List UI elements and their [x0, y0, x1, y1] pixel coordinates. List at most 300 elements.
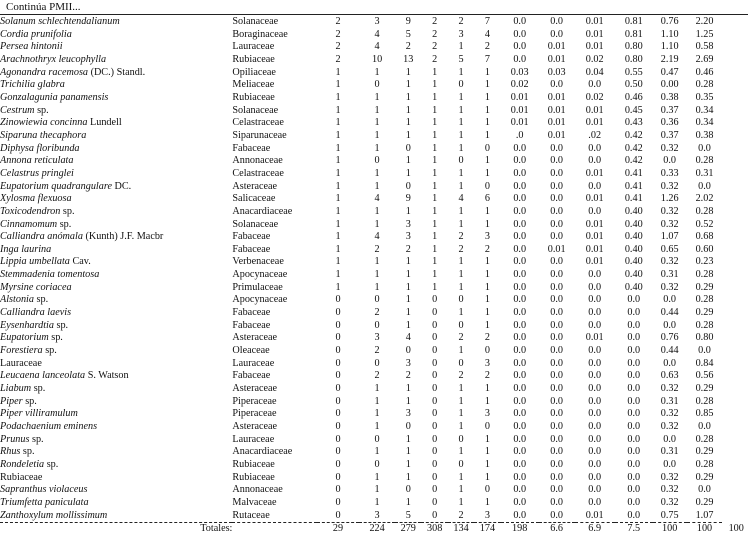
value-cell: 2	[432, 16, 438, 27]
value-cell: 3	[458, 28, 464, 40]
table-row	[0, 219, 750, 232]
value-cell: 1	[458, 496, 464, 508]
value-cell: 1	[432, 281, 438, 293]
totals-value: 198	[512, 523, 528, 535]
value-cell: 1	[484, 471, 491, 483]
species-cell	[0, 92, 232, 105]
species-name: Podachaenium eminens	[0, 421, 98, 432]
value-cell: 2	[374, 345, 380, 357]
table-row	[0, 484, 750, 497]
value-cell: 1	[432, 231, 438, 243]
value-cell: 0.50	[624, 79, 643, 91]
value-cell: 0	[432, 484, 438, 496]
totals-value: 279	[400, 523, 416, 535]
value-cell: 0.0	[513, 180, 527, 192]
value-cell: 1	[458, 91, 464, 103]
family-cell: Oleaceae	[232, 345, 270, 357]
species-author: sp.	[31, 433, 44, 445]
value-cell: 1	[335, 218, 341, 230]
value-cell: 0.0	[588, 395, 602, 407]
value-cell: 0.0	[627, 307, 641, 319]
species-cell	[0, 105, 232, 118]
species-name: Lippia umbellata	[0, 256, 70, 268]
species-name: Gonzalagunia panamensis	[0, 91, 109, 103]
value-cell: 0	[335, 345, 341, 357]
value-cell: 0.0	[550, 180, 563, 192]
value-cell: 1	[374, 395, 380, 407]
species-name: Triumfetta paniculata	[0, 496, 89, 508]
value-cell: 1	[458, 421, 464, 432]
totals-value: 29	[332, 523, 344, 535]
value-cell: 1	[405, 66, 411, 78]
value-cell: 0	[374, 319, 380, 331]
species-name: Zanthoxylum mollissimum	[0, 509, 108, 521]
species-author: sp.	[45, 345, 57, 357]
value-cell: 0.0	[550, 458, 563, 470]
value-cell: 0.0	[513, 28, 527, 40]
value-cell: 1	[374, 218, 380, 230]
value-cell: 1	[405, 307, 411, 319]
value-cell: 0.0	[513, 205, 527, 217]
family-cell: Anacardiaceae	[232, 446, 293, 458]
value-cell: 0.01	[585, 218, 604, 230]
value-cell: 0.85	[695, 408, 714, 420]
value-cell: 0.0	[550, 218, 563, 230]
value-cell: 1	[405, 269, 411, 281]
table-row	[0, 54, 750, 67]
table-row	[0, 282, 750, 295]
species-author: sp.	[37, 104, 49, 116]
value-cell: 0	[421, 510, 447, 523]
value-cell: 0.75	[653, 510, 687, 523]
totals-value: 100	[662, 523, 678, 535]
value-cell: 1	[484, 155, 491, 167]
value-cell: 1	[458, 383, 464, 395]
value-cell: 0.32	[660, 281, 679, 293]
value-cell: 1	[432, 91, 438, 103]
value-cell: 0.32	[660, 496, 679, 508]
value-cell: 0.29	[695, 496, 714, 508]
value-cell: 0.0	[550, 79, 563, 91]
species-author: sp.	[62, 205, 75, 217]
value-cell: .0	[515, 129, 524, 141]
value-cell: 1	[484, 294, 491, 306]
value-cell: 1	[458, 41, 464, 53]
species-cell	[0, 16, 232, 29]
value-cell: 0.0	[513, 193, 527, 205]
species-cell	[0, 41, 232, 54]
species-name: Eupatorium	[0, 332, 49, 344]
species-name: Calliandra anómala	[0, 231, 83, 243]
value-cell: 0.40	[624, 281, 643, 293]
species-author: sp.	[46, 458, 59, 470]
value-cell: 2.69	[695, 53, 714, 65]
table-row	[0, 206, 750, 219]
value-cell: 0	[484, 180, 491, 192]
family-cell: Asteraceae	[232, 421, 278, 432]
totals-value: 308	[427, 523, 443, 535]
value-cell: 0.0	[588, 345, 602, 357]
value-cell: 0	[405, 142, 411, 154]
value-cell: 0.0	[550, 446, 563, 458]
species-author: sp.	[33, 383, 46, 395]
species-name: Persea hintonii	[0, 41, 63, 53]
value-cell: 2.02	[695, 193, 714, 205]
value-cell: 1	[374, 408, 380, 420]
value-cell: 0.34	[695, 117, 714, 129]
value-cell: 0.0	[513, 231, 527, 243]
value-cell: 1	[458, 66, 464, 78]
value-cell: 0	[484, 345, 491, 357]
value-cell: 0.23	[695, 256, 714, 268]
family-cell: Piperaceae	[232, 408, 277, 420]
value-cell: 1	[405, 91, 411, 103]
value-cell: 4	[374, 231, 380, 243]
family-cell: Boraginaceae	[232, 28, 288, 40]
value-cell: 0	[374, 357, 380, 369]
value-cell: 0.46	[695, 66, 714, 78]
value-cell: 1	[335, 243, 341, 255]
value-cell: 0	[335, 395, 341, 407]
value-cell: 1.26	[660, 193, 679, 205]
value-cell: 0	[432, 319, 438, 331]
family-cell: Fabaceae	[232, 231, 271, 243]
value-cell: 1	[458, 129, 464, 141]
value-cell: 0.0	[550, 167, 563, 179]
value-cell: 1	[458, 180, 464, 192]
value-cell: 2	[458, 243, 464, 255]
value-cell: 0	[405, 484, 411, 496]
value-cell: 0.35	[695, 91, 714, 103]
value-cell: 0.01	[585, 117, 604, 129]
species-name: Leucaena lanceolata	[0, 370, 86, 382]
value-cell: 3	[374, 332, 380, 344]
value-cell: 0.40	[624, 256, 643, 268]
species-author: Cav.	[72, 256, 91, 268]
value-cell: 7	[484, 16, 491, 27]
value-cell: 1	[432, 155, 438, 167]
value-cell: 1	[335, 205, 341, 217]
species-name: Cordia prunifolia	[0, 28, 72, 40]
value-cell: 0.0	[550, 256, 563, 268]
value-cell: 0.0	[663, 319, 677, 331]
family-cell: Solanaceae	[232, 104, 279, 116]
value-cell: 0.46	[624, 91, 643, 103]
value-cell: 0.32	[660, 205, 679, 217]
totals-value: 134	[453, 523, 469, 535]
value-cell: 1	[458, 345, 464, 357]
value-cell: 0.0	[588, 319, 602, 331]
value-cell: 1	[484, 205, 491, 217]
value-cell: 0.63	[660, 370, 679, 382]
value-cell: 0.0	[550, 281, 563, 293]
value-cell: 0.0	[550, 370, 563, 382]
species-name: Sapranthus violaceus	[0, 484, 88, 496]
species-table	[0, 16, 750, 535]
value-cell: 0.0	[513, 332, 527, 344]
value-cell: 0.03	[510, 66, 529, 78]
value-cell: 0.0	[627, 446, 641, 458]
value-cell: 0.01	[585, 193, 604, 205]
species-cell	[0, 79, 232, 92]
value-cell: 1	[484, 319, 491, 331]
species-cell	[0, 219, 232, 232]
value-cell: 1	[484, 269, 491, 281]
value-cell: 1	[374, 205, 380, 217]
value-cell: 0.0	[513, 319, 527, 331]
value-cell: 0.0	[513, 167, 527, 179]
value-cell: 9	[405, 16, 411, 27]
species-name: Arachnothryx leucophylla	[0, 53, 107, 65]
value-cell: 0.76	[660, 332, 679, 344]
family-cell: Verbenaceae	[232, 256, 284, 268]
family-cell: Apocynaceae	[232, 294, 288, 306]
value-cell: 1	[405, 256, 411, 268]
value-cell: 0.52	[695, 218, 714, 230]
value-cell: 0.0	[588, 281, 602, 293]
species-cell	[0, 181, 232, 194]
value-cell: 1	[432, 269, 438, 281]
value-cell: 0.0	[550, 269, 563, 281]
value-cell: 0	[432, 370, 438, 382]
species-cell	[0, 472, 232, 485]
value-cell: 1	[432, 218, 438, 230]
value-cell: 0	[335, 446, 341, 458]
family-cell: Fabaceae	[232, 370, 271, 382]
value-cell: 0.0	[550, 205, 563, 217]
value-cell: 0.01	[547, 53, 566, 65]
value-cell: 0	[374, 433, 380, 445]
value-cell: 1	[335, 117, 341, 129]
value-cell: 0	[432, 345, 438, 357]
family-cell: Fabaceae	[232, 142, 271, 154]
species-cell	[0, 332, 232, 345]
value-cell: 0	[458, 319, 464, 331]
value-cell: 0.44	[660, 345, 679, 357]
value-cell: 0	[335, 484, 341, 496]
value-cell: 0.0	[588, 496, 602, 508]
value-cell: 0.0	[588, 79, 602, 91]
value-cell: 0	[432, 446, 438, 458]
family-cell: Rubiaceae	[232, 53, 275, 65]
value-cell: 0.0	[513, 155, 527, 167]
value-cell: 0.01	[585, 104, 604, 116]
value-cell: 1	[458, 142, 464, 154]
species-cell	[0, 459, 232, 472]
value-cell: 0.0	[513, 294, 527, 306]
species-cell	[0, 193, 232, 206]
table-row	[0, 79, 750, 92]
species-cell	[0, 282, 232, 295]
value-cell: 0.01	[585, 243, 604, 255]
value-cell: 3	[405, 231, 411, 243]
value-cell: 0.38	[660, 91, 679, 103]
value-cell: 1	[484, 446, 491, 458]
species-cell	[0, 510, 232, 523]
table-row	[0, 459, 750, 472]
value-cell: 0.0	[698, 142, 711, 154]
value-cell: 0.0	[513, 53, 527, 65]
value-cell: 0.81	[624, 16, 643, 27]
value-cell: 0.29	[695, 383, 714, 395]
table-row	[0, 294, 750, 307]
value-cell: 0.0	[550, 484, 563, 496]
value-cell: 1	[335, 180, 341, 192]
table-row	[0, 256, 750, 269]
value-cell: 0.0	[550, 16, 563, 27]
species-name: Piper villiramulum	[0, 408, 78, 420]
value-cell: 1	[405, 383, 411, 395]
totals-value: 100	[728, 523, 744, 534]
value-cell: 0.32	[660, 408, 679, 420]
value-cell: 0.0	[627, 471, 641, 483]
value-cell: 1	[458, 205, 464, 217]
species-name: Eupatorium quadrangulare	[0, 180, 112, 192]
value-cell: 0.01	[547, 243, 566, 255]
value-cell: 0.0	[627, 294, 641, 306]
species-name: Xylosma flexuosa	[0, 193, 72, 205]
value-cell: 6	[484, 193, 491, 205]
table-row	[0, 370, 750, 383]
totals-blank	[232, 523, 317, 536]
species-cell	[0, 29, 232, 42]
value-cell: 0.0	[698, 180, 711, 192]
value-cell: 0.0	[588, 408, 602, 420]
table-row	[0, 332, 750, 345]
value-cell: 1	[484, 104, 491, 116]
value-cell: 1	[335, 155, 341, 167]
family-cell: Meliaceae	[232, 79, 275, 91]
value-cell: 1	[432, 193, 438, 205]
value-cell: 0.0	[513, 16, 527, 27]
species-name: Calliandra laevis	[0, 307, 72, 319]
value-cell: 0.0	[663, 357, 677, 369]
value-cell: 0	[335, 332, 341, 344]
value-cell: 0.0	[588, 458, 602, 470]
value-cell: 1	[484, 307, 491, 319]
value-cell: 2	[335, 28, 341, 40]
value-cell: 0.31	[660, 446, 679, 458]
value-cell: 0.28	[695, 205, 714, 217]
species-name: Myrsine coriacea	[0, 281, 72, 293]
value-cell: 4	[374, 193, 380, 205]
value-cell: 0.80	[624, 53, 643, 65]
value-cell: 2	[405, 41, 411, 53]
value-cell: 0	[432, 294, 438, 306]
value-cell: 1	[484, 256, 491, 268]
value-cell: 0.0	[588, 269, 602, 281]
value-cell: 1	[432, 79, 438, 91]
value-cell: 0.02	[585, 91, 604, 103]
value-cell: 0.58	[695, 41, 714, 53]
species-cell	[0, 307, 232, 320]
value-cell: 0	[432, 383, 438, 395]
value-cell: 1	[405, 433, 411, 445]
value-cell: 1	[458, 104, 464, 116]
value-cell: 1	[405, 471, 411, 483]
value-cell: 1	[335, 104, 341, 116]
value-cell: 1	[484, 383, 491, 395]
value-cell: 1	[374, 471, 380, 483]
family-cell: Lauraceae	[232, 41, 275, 53]
value-cell: 0.01	[510, 91, 529, 103]
value-cell: 1	[484, 129, 491, 141]
species-cell	[0, 294, 232, 307]
species-name: Annona reticulata	[0, 155, 74, 167]
value-cell: 2	[374, 307, 380, 319]
species-name: Alstonia	[0, 294, 34, 306]
totals-row	[0, 523, 750, 536]
value-cell: 1.07	[687, 510, 723, 523]
value-cell: 0.36	[660, 117, 679, 129]
value-cell: 0.28	[695, 458, 714, 470]
value-cell: 0.0	[627, 332, 641, 344]
value-cell: 1	[458, 395, 464, 407]
value-cell: 0.0	[698, 421, 711, 432]
value-cell: 0.44	[660, 307, 679, 319]
value-cell: 0	[317, 510, 359, 523]
value-cell: 0.0	[550, 421, 563, 432]
family-cell: Rubiaceae	[232, 458, 275, 470]
species-cell	[0, 256, 232, 269]
value-cell: 0.38	[695, 129, 714, 141]
table-row	[0, 92, 750, 105]
value-cell: 0.0	[627, 395, 641, 407]
value-cell: 0.80	[695, 332, 714, 344]
value-cell: 0.37	[660, 104, 679, 116]
value-cell: 0.0	[627, 421, 641, 432]
value-cell: 0.0	[663, 433, 677, 445]
totals-value: 174	[479, 523, 496, 535]
value-cell: 0.28	[695, 294, 714, 306]
family-cell: Apocynaceae	[232, 269, 288, 281]
table-row	[0, 383, 750, 396]
value-cell: 0.0	[513, 484, 527, 496]
value-cell: 0.01	[585, 256, 604, 268]
value-cell: 0.0	[513, 383, 527, 395]
value-cell: 1	[432, 129, 438, 141]
family-cell: Lauraceae	[232, 433, 275, 445]
value-cell: 0.0	[627, 408, 641, 420]
totals-value: 100	[696, 523, 713, 535]
value-cell: 0.84	[695, 357, 714, 369]
value-cell: 0.0	[627, 345, 641, 357]
species-cell	[0, 67, 232, 80]
value-cell: 2	[432, 28, 438, 40]
species-name: Rubiaceae	[0, 471, 43, 483]
value-cell: 0.0	[513, 281, 527, 293]
value-cell: 1	[484, 218, 491, 230]
value-cell: 1	[374, 142, 380, 154]
species-name: Trichilia glabra	[0, 79, 65, 91]
value-cell: 0.0	[513, 395, 527, 407]
value-cell: 0	[432, 458, 438, 470]
value-cell: 1	[432, 243, 438, 255]
value-cell: 0	[374, 155, 380, 167]
value-cell: 0.0	[588, 370, 602, 382]
value-cell: 0	[335, 421, 341, 432]
value-cell: 1	[405, 294, 411, 306]
species-name: Siparuna thecaphora	[0, 129, 87, 141]
value-cell: 2	[432, 41, 438, 53]
value-cell: 0.0	[588, 446, 602, 458]
species-name: Piper	[0, 395, 23, 407]
value-cell: 0	[335, 294, 341, 306]
value-cell: 1	[405, 395, 411, 407]
value-cell: 0.29	[695, 307, 714, 319]
value-cell: 0.0	[539, 510, 575, 523]
value-cell: 3	[359, 510, 395, 523]
